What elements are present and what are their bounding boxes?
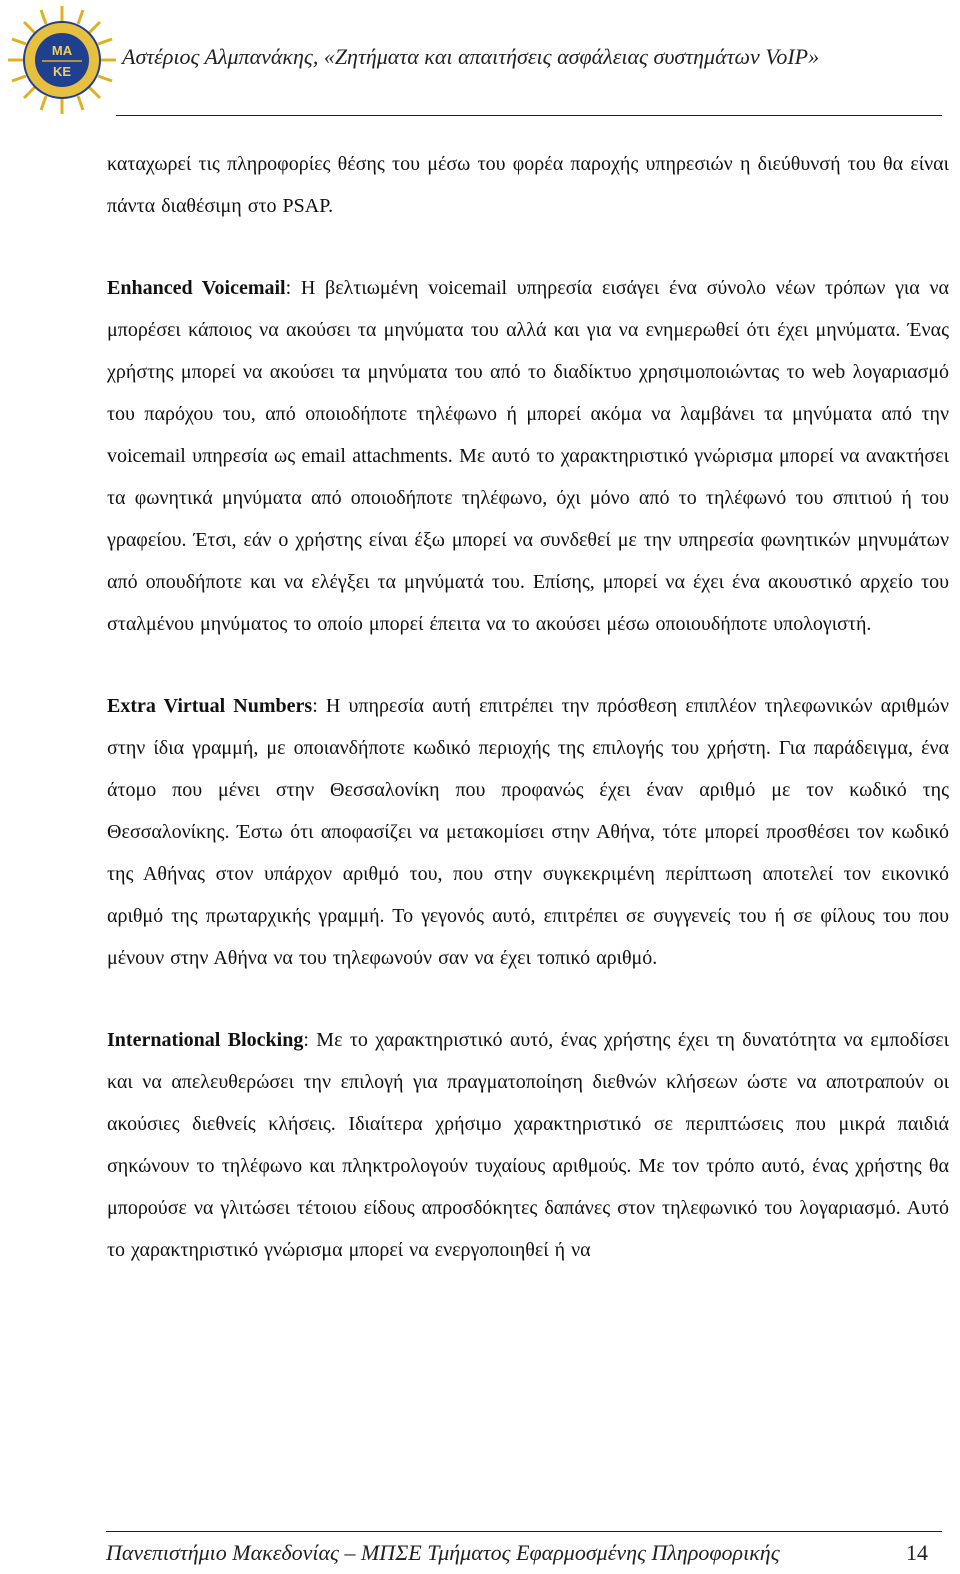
footer-divider <box>106 1531 942 1532</box>
paragraph-enhanced-voicemail <box>107 267 949 645</box>
seal-text-bottom: ΚΕ <box>52 64 72 79</box>
paragraph-continuation <box>107 143 949 227</box>
seal-text-top: ΜΑ <box>51 43 73 58</box>
paragraph-text: : Η υπηρεσία αυτή επιτρέπει την πρόσθεση επιπλέον τηλεφωνικών αριθμών στην ίδια γραμμή, με οποιανδήποτε κωδικό περιοχής της επιλογής του χρήστη. Για παράδειγμα, ένα άτομο που μένει στην Θεσσαλονίκη που προφανώς έχει έναν αριθμό με τον κωδικό της Θεσσαλονίκης. Έστω ότι αποφασίζει να μετακομίσει στην Αθήνα, τότε μπορεί προσθέσει τον κωδικό της Αθήνας στον υπάρχον αριθμό του, που στην συγκεκριμένη περίπτωση αποτελεί τον εικονικό αριθμό της πρωταρχικής γραμμή. Το γεγονός αυτό, επιτρέπει σε συγγενείς του ή σε φίλους του που μένουν στην Αθήνα να του τηλεφωνούν σαν να έχει τοπικό αριθμό. <box>107 695 949 969</box>
paragraph-extra-virtual-numbers <box>107 685 949 979</box>
paragraph-text: : Με το χαρακτηριστικό αυτό, ένας χρήστης έχει τη δυνατότητα να εμποδίσει και να απελευθερώσει την επιλογή για πραγματοποίηση διεθνών κλήσεων ώστε να αποτραπούν οι ακούσιες διεθνείς κλήσεις. Ιδιαίτερα χρήσιμο χαρακτηριστικό σε περιπτώσεις που μικρά παιδιά σηκώνουν το τηλέφωνο και πληκτρολογούν τυχαίους αριθμούς. Με τον τρόπο αυτό, ένας χρήστης θα μπορούσε να γλιτώσει τέτοιου είδους απροσδόκητες δαπάνες στον τηλεφωνικό του λογαριασμό. Αυτό το χαρακτηριστικό γνώρισμα μπορεί να ενεργοποιηθεί ή να <box>107 1029 950 1261</box>
term-extra-virtual-numbers: Extra Virtual Numbers <box>107 695 313 717</box>
term-international-blocking: International Blocking <box>107 1029 304 1051</box>
running-header-title: Αστέριος Αλμπανάκης, «Ζητήματα και απαιτήσεις ασφάλειας συστημάτων VoIP» <box>122 44 820 69</box>
paragraph-international-blocking <box>107 1019 949 1271</box>
footer-institution: Πανεπιστήμιο Μακεδονίας – ΜΠΣΕ Τμήματος Εφαρμοσμένης Πληροφορικής <box>106 1540 780 1565</box>
university-seal-logo <box>6 4 118 116</box>
page-number: 14 <box>906 1540 928 1565</box>
header-divider <box>116 115 942 116</box>
paragraph-text: καταχωρεί τις πληροφορίες θέσης του μέσω του φορέα παροχής υπηρεσιών η διεύθυνσή του θα είναι πάντα διαθέσιμη στο PSAP. <box>107 153 949 217</box>
page-body <box>107 143 949 1271</box>
term-enhanced-voicemail: Enhanced Voicemail <box>107 277 286 299</box>
paragraph-text: : Η βελτιωμένη voicemail υπηρεσία εισάγει ένα σύνολο νέων τρόπων για να μπορέσει κάποιος να ακούσει τα μηνύματα του αλλά και για να ενημερωθεί ότι έχει μηνύματα. Ένας χρήστης μπορεί να ακούσει τα μηνύματα του από το διαδίκτυο χρησιμοποιώντας το web λογαριασμό του παρόχου του, από οποιοδήποτε τηλέφωνο ή μπορεί ακόμα να λαμβάνει τα μηνύματα από την voicemail υπηρεσία ως email attachments. Με αυτό το χαρακτηριστικό γνώρισμα μπορεί να ανακτήσει τα φωνητικά μηνύματα από οποιοδήποτε τηλέφωνο, όχι μόνο από το τηλέφωνό του σπιτιού ή του γραφείου. Έτσι, εάν ο χρήστης είναι έξω μπορεί να συνδεθεί με την υπηρεσία φωνητικών μηνυμάτων από οπουδήποτε και να ελέγξει τα μηνύματά του. Επίσης, μπορεί να έχει ένα ακουστικό αρχείο του σταλμένου μηνύματος το οποίο μπορεί έπειτα να το ακούσει μέσω οποιουδήποτε υπολογιστή. <box>107 277 949 635</box>
